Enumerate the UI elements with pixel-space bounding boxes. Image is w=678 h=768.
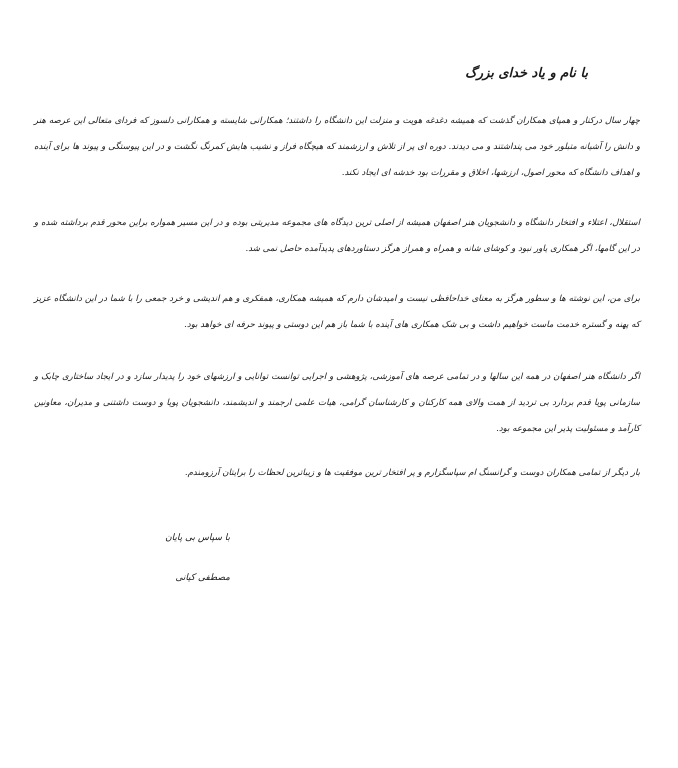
paragraph-3: برای من، این نوشته ها و سطور هرگز به معنای خداحافظی نیست و امیدشان دارم که همیشه همکاری، همفکری و هم اندیشی و خرد جمعی را با شما در این دانشگاه عزیز که پهنه و گستره خدمت ماست خواهیم داشت و بی شک همکاری های آینده با شما باز هم این دوستی و پیوند حرفه ای خواهد بود. [34,294,640,330]
closing-line: با سپاس بی پایان [165,533,230,543]
letter-body [34,100,640,486]
letter-heading: با نام و یاد خدای بزرگ [465,66,588,81]
paragraph-2: استقلال، اعتلاء و افتخار دانشگاه و دانشجویان هنر اصفهان همیشه از اصلی ترین دیدگاه های مجموعه مدیریتی بوده و در این مسیر همواره براین محور قدم برداشته شده و در این گامها، اگر همکاری یاور نبود و کوشای شانه و همراه و همراز هرگز دستاوردهای پدیدآمده حاصل نمی شد. [34,218,640,254]
paragraph-5: بار دیگر از تمامی همکاران دوست و گرانسنگ ام سپاسگزارم و پر افتخار ترین موفقیت ها و زیباترین لحظات را برایتان آرزومندم. [184,468,640,478]
signoff-block [110,518,230,598]
paragraph-1: چهار سال درکنار و همپای همکاران گذشت که همیشه دغدغه هویت و منزلت این دانشگاه را داشتند؛ همکارانی شایسته و همکارانی دلسوز که فردای متعالی این عرصه هنر و دانش را آشیانه متبلور خود می پنداشتند و می دیدند. دوره ای پر از تلاش و ارزشمند که هیچگاه فراز و نشیب هایش کمرنگ نگشت و در این پیوستگی و پیوند ها برای آینده و اهداف دانشگاه که محور اصول، ارزشها، اخلاق و مقررات بود خدشه ای ایجاد نکند. [34,116,640,178]
signature-name: مصطفی کیانی [175,573,230,583]
paragraph-4: اگر دانشگاه هنر اصفهان در همه این سالها و در تمامی عرصه های آموزشی، پژوهشی و اجرایی توانست توانایی و ارزشهای خود را پدیدار سازد و در ایجاد ساختاری چابک و سازمانی پویا قدم بردارد بی تردید از همت والای همه کارکنان و کارشناسان گرامی، هیات علمی ارجمند و اندیشمند، دانشجویان پویا و دوست داشتنی و مدیران، معاونین کارآمد و مسئولیت پذیر این مجموعه بود. [34,372,640,434]
